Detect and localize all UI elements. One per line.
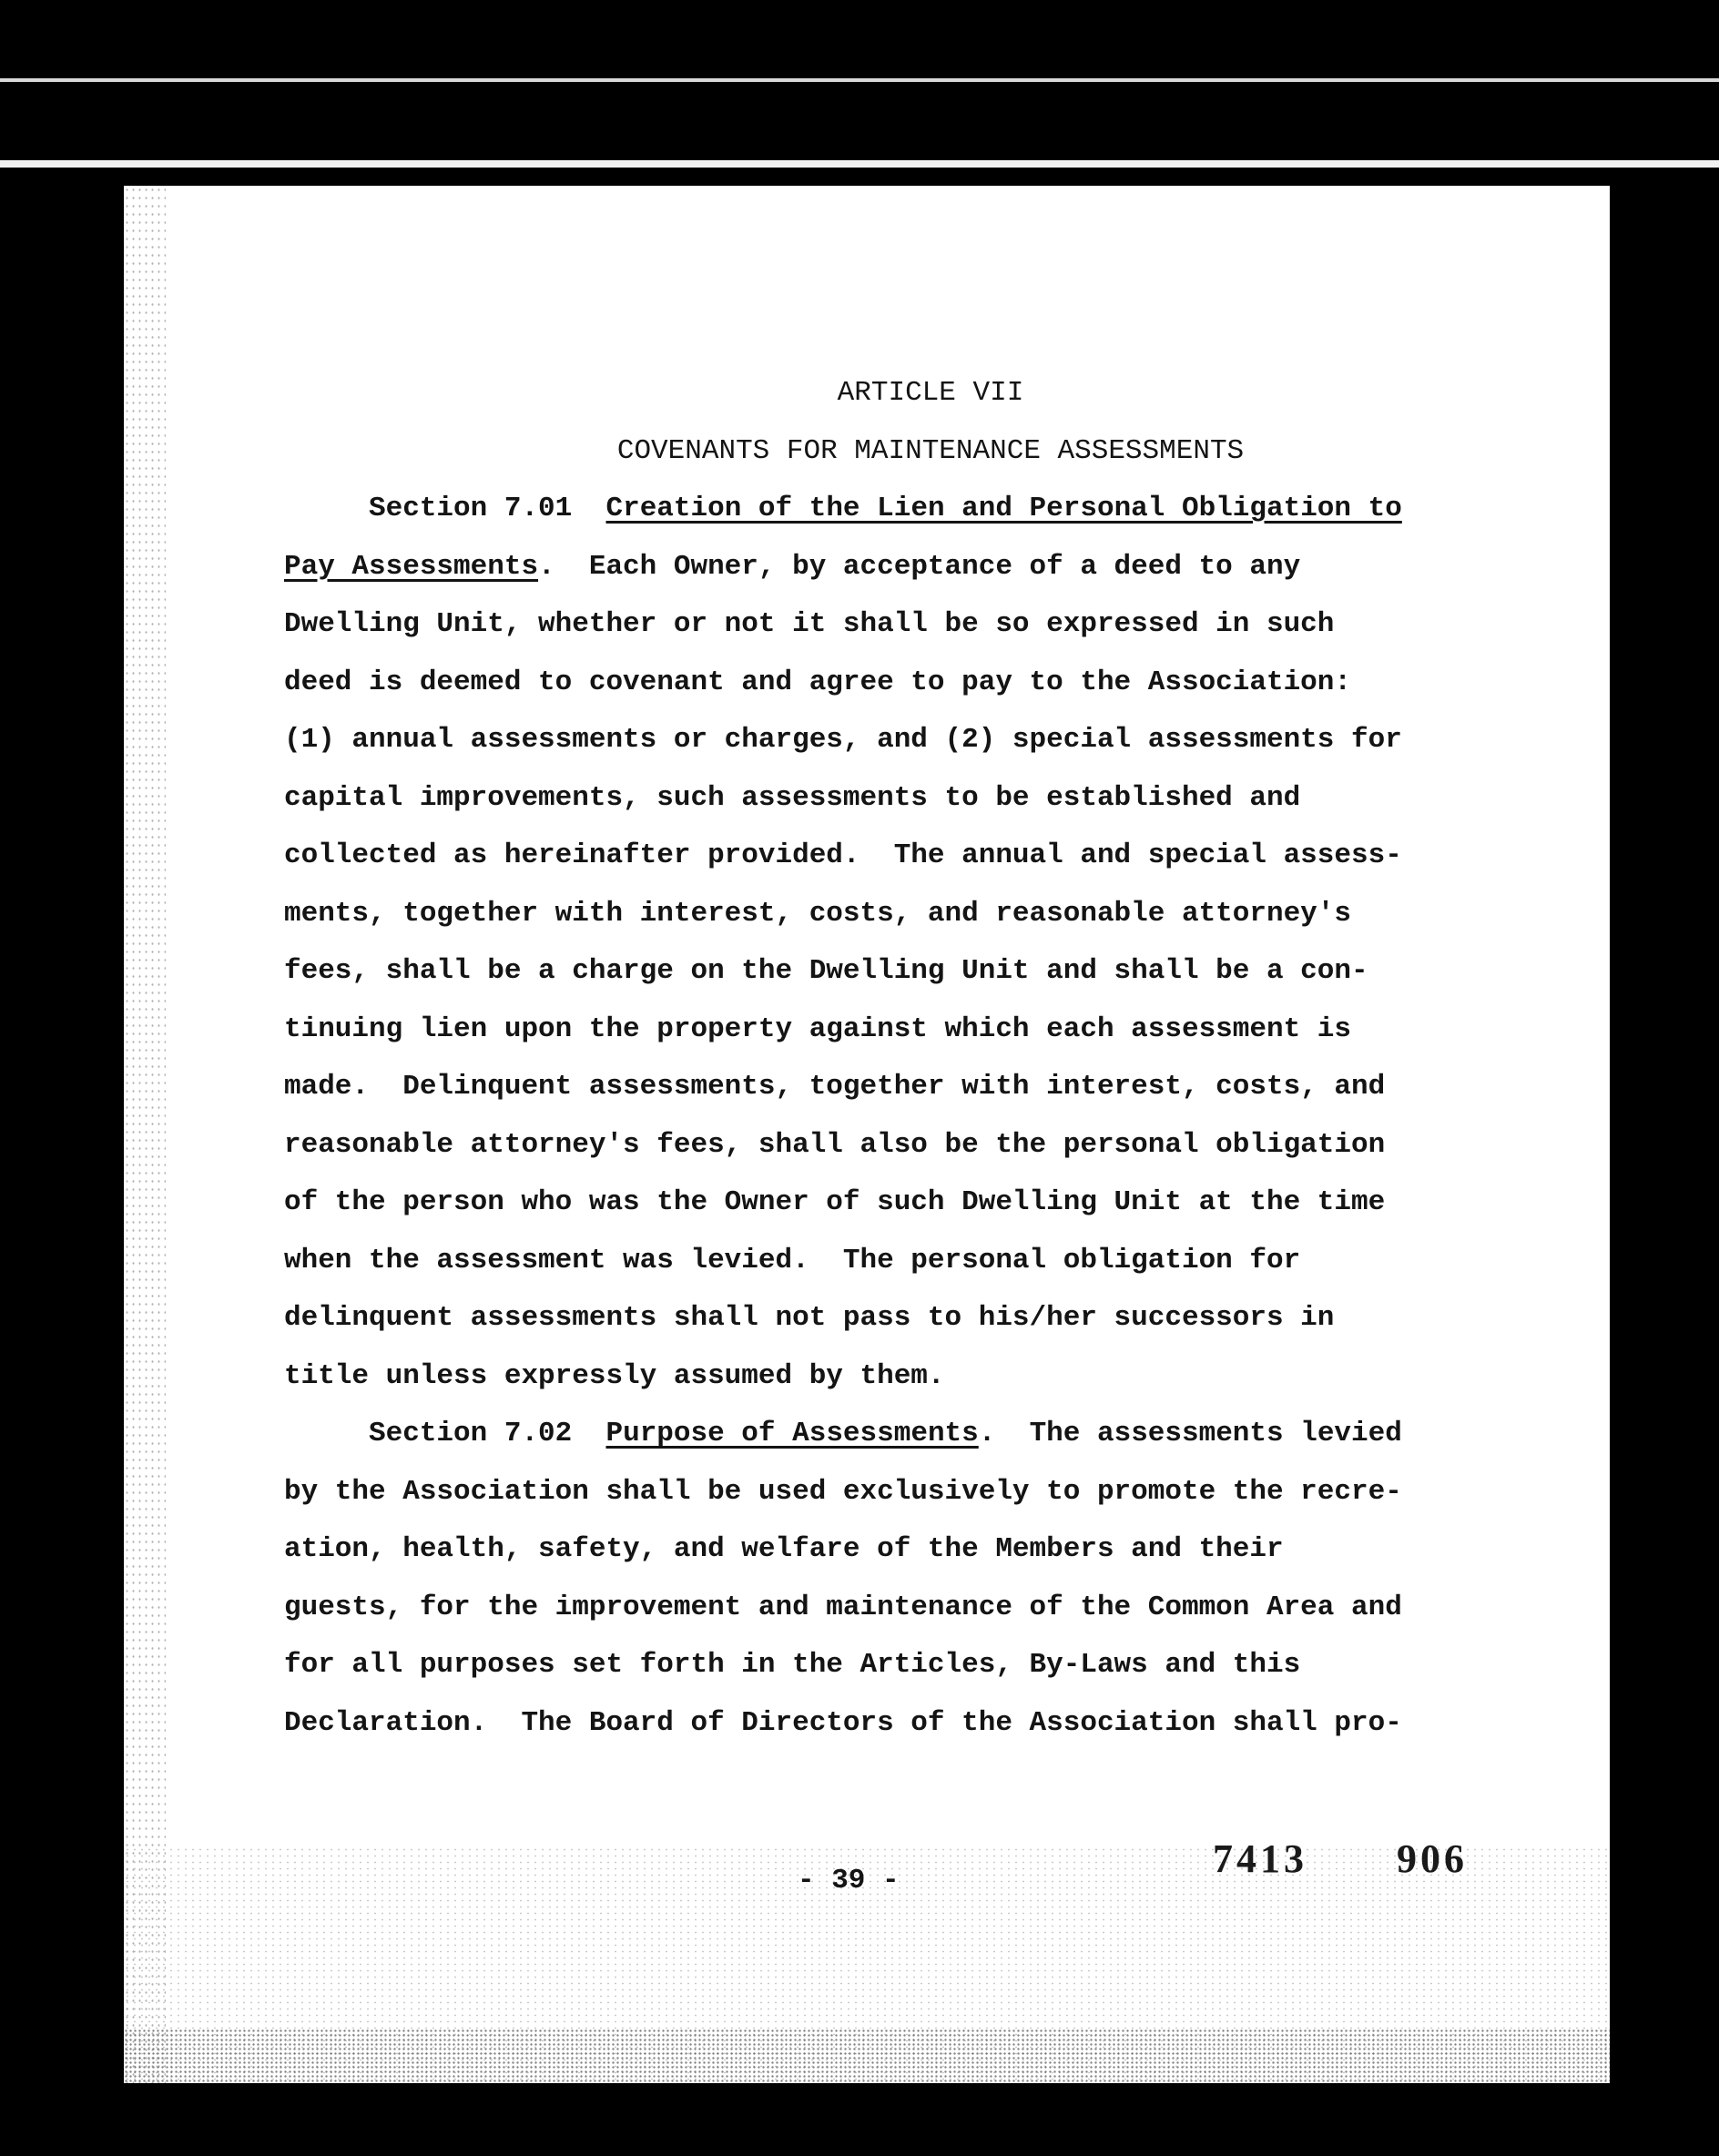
section-701-line: capital improvements, such assessments to be established and [284, 781, 1301, 814]
section-701-line: of the person who was the Owner of such Dwelling Unit at the time [284, 1186, 1386, 1218]
section-701-number: Section 7.01 [369, 493, 573, 524]
section-701-line: (1) annual assessments or charges, and (2) special assessments for [284, 724, 1402, 756]
section-702-number: Section 7.02 [369, 1418, 573, 1449]
section-701-line: fees, shall be a charge on the Dwelling Unit and shall be a con- [284, 955, 1368, 987]
document-body [284, 364, 1577, 1752]
recording-stamp-book: 7413 [1213, 1836, 1307, 1881]
section-701-line: ments, together with interest, costs, and reasonable attorney's [284, 897, 1351, 930]
section-701-line: deed is deemed to covenant and agree to pay to the Association: [284, 666, 1351, 698]
document-page [124, 186, 1610, 2083]
section-701-heading-line [284, 538, 1577, 596]
section-701-line: delinquent assessments shall not pass to his/her successors in [284, 1302, 1335, 1334]
scan-noise-bottom-edge [124, 2029, 1610, 2083]
section-702-heading: Purpose of Assessments [605, 1418, 979, 1449]
section-702-line: guests, for the improvement and maintenance of the Common Area and [284, 1591, 1402, 1623]
scan-top-band [0, 160, 1719, 168]
section-701-line: collected as hereinafter provided. The annual and special assess- [284, 839, 1402, 871]
article-subtitle: COVENANTS FOR MAINTENANCE ASSESSMENTS [616, 434, 1245, 467]
scan-top-rule [0, 78, 1719, 82]
section-702-line: Declaration. The Board of Directors of the Association shall pro- [284, 1706, 1402, 1739]
section-701-line: Dwelling Unit, whether or not it shall be so expressed in such [284, 608, 1335, 640]
section-701-line-1-rest: . Each Owner, by acceptance of a deed to any [538, 550, 1301, 583]
section-701-heading-part2: Pay Assessments [284, 550, 539, 583]
recording-stamp-page: 906 [1397, 1836, 1468, 1881]
section-701-first-line [284, 480, 1577, 538]
section-702-first-line [284, 1405, 1577, 1463]
section-701-line: reasonable attorney's fees, shall also be the personal obligation [284, 1128, 1386, 1161]
section-702-line: for all purposes set forth in the Articles, By-Laws and this [284, 1649, 1301, 1681]
scan-noise-left [124, 186, 166, 2083]
section-702-line-1-rest: . The assessments levied [978, 1418, 1402, 1449]
section-701-line: made. Delinquent assessments, together with interest, costs, and [284, 1071, 1386, 1103]
page-number: - 39 - [798, 1865, 900, 1897]
section-701-heading-part1: Creation of the Lien and Personal Obligation to [605, 493, 1402, 524]
section-701-line: title unless expressly assumed by them. [284, 1359, 945, 1392]
section-702-line: ation, health, safety, and welfare of the Members and their [284, 1533, 1284, 1565]
section-701-line: tinuing lien upon the property against which each assessment is [284, 1012, 1351, 1045]
section-702-line: by the Association shall be used exclusively to promote the recre- [284, 1475, 1402, 1508]
section-701-line: when the assessment was levied. The personal obligation for [284, 1244, 1301, 1276]
article-title: ARTICLE VII [837, 377, 1024, 409]
